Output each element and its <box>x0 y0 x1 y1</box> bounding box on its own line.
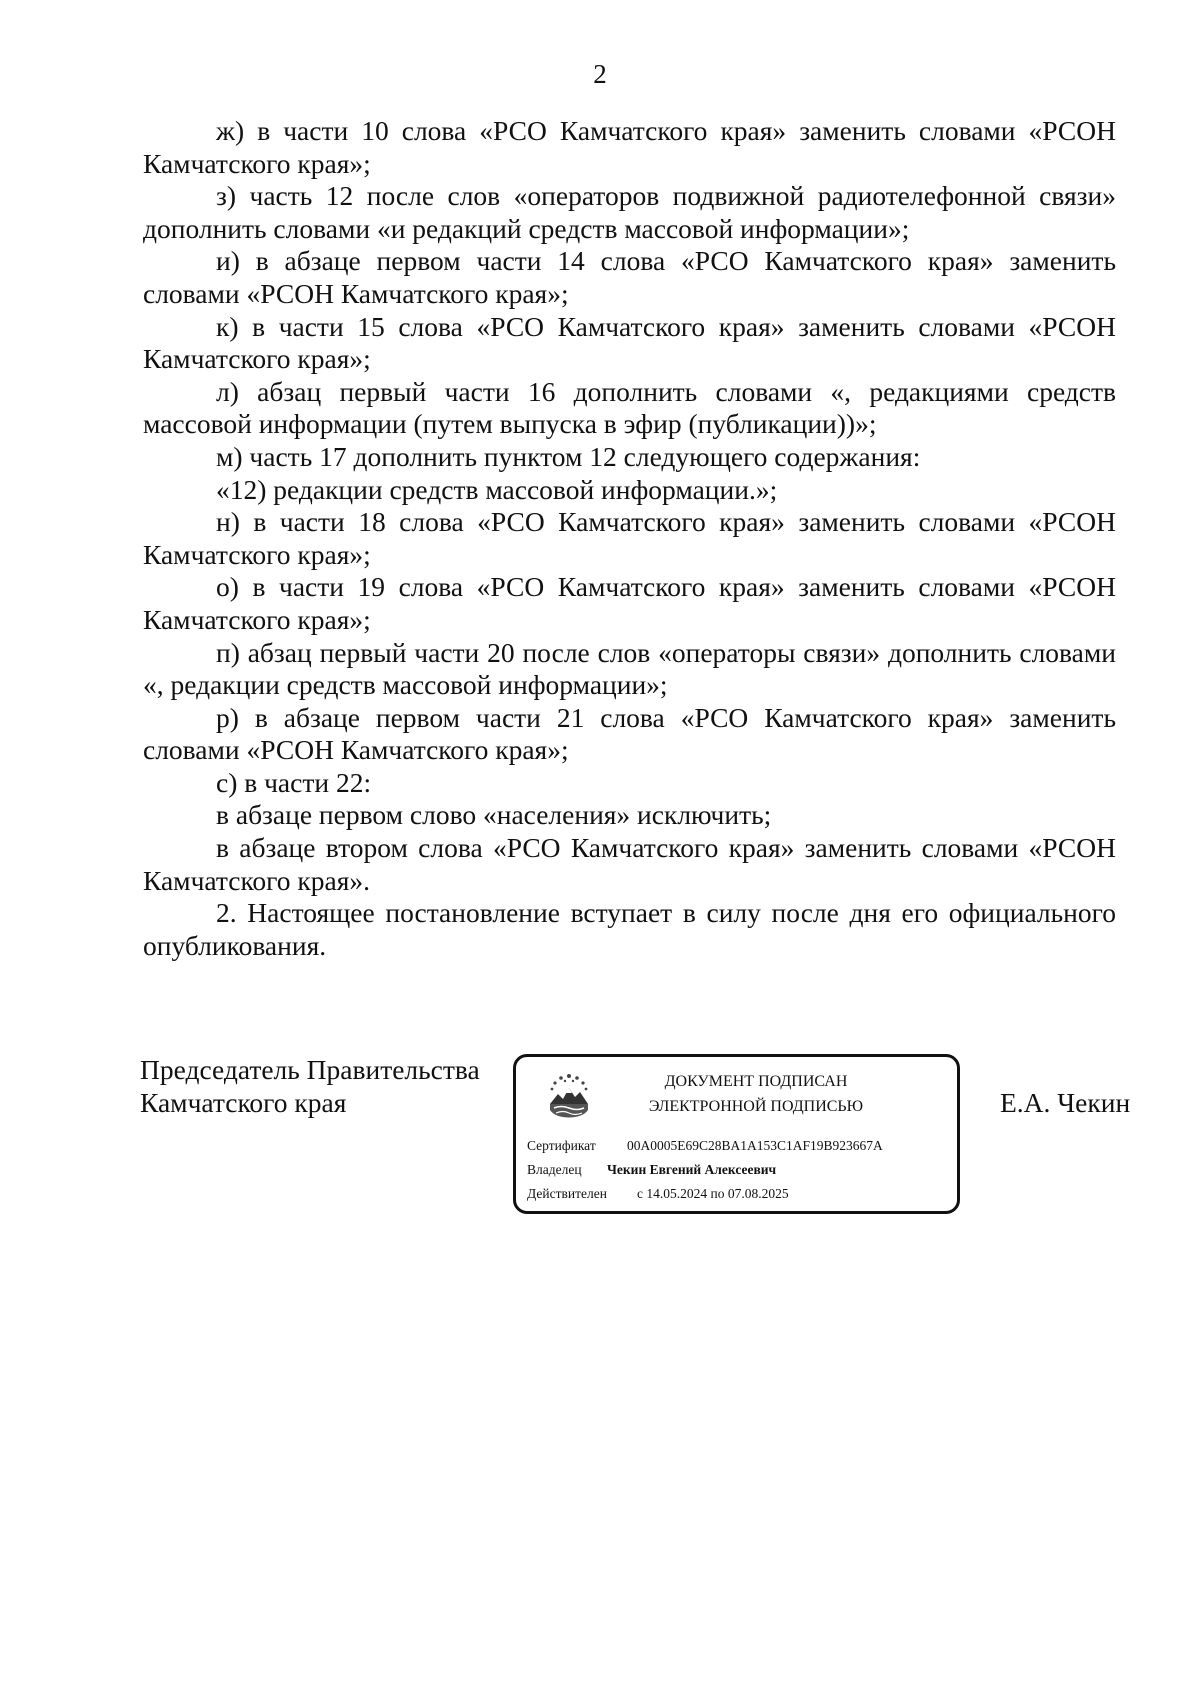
stamp-certificate-row <box>527 1137 883 1155</box>
stamp-heading <box>606 1069 906 1119</box>
paragraph-l: л) абзац первый части 16 дополнить словами «, редакциями средств массовой информации (путем выпуска в эфир (публикации))»; <box>143 375 1116 440</box>
paragraph-k: к) в части 15 слова «РСО Камчатского края» заменить словами «РСОН Камчатского края»; <box>143 310 1116 375</box>
signature-block <box>140 1054 1140 1234</box>
certificate-label: Сертификат <box>527 1138 596 1153</box>
signer-name: Е.А. Чекин <box>1000 1087 1131 1118</box>
valid-value: с 14.05.2024 по 07.08.2025 <box>637 1186 789 1201</box>
valid-label: Действителен <box>527 1186 607 1201</box>
signer-position <box>140 1054 520 1119</box>
owner-value: Чекин Евгений Алексеевич <box>607 1162 777 1177</box>
owner-label: Владелец <box>527 1162 582 1177</box>
paragraph-zh: ж) в части 10 слова «РСО Камчатского края» заменить словами «РСОН Камчатского края»; <box>143 115 1116 179</box>
paragraph-m-quote: «12) редакции средств массовой информации.»; <box>216 473 778 505</box>
electronic-signature-stamp <box>513 1054 960 1214</box>
paragraph-s-first: в абзаце первом слово «населения» исключить; <box>216 799 772 831</box>
paragraph-r: р) в абзаце первом части 21 слова «РСО Камчатского края» заменить словами «РСОН Камчатского края»; <box>143 701 1116 766</box>
signer-position-line2: Камчатского края <box>140 1086 347 1118</box>
signer-position-line1: Председатель Правительства <box>140 1054 480 1085</box>
kamchatka-coat-of-arms-icon <box>542 1070 596 1124</box>
paragraph-o: о) в части 19 слова «РСО Камчатского края» заменить словами «РСОН Камчатского края»; <box>143 571 1116 635</box>
stamp-owner-row <box>527 1161 777 1179</box>
stamp-heading-line1: ДОКУМЕНТ ПОДПИСАН <box>664 1073 848 1090</box>
paragraph-m: м) часть 17 дополнить пунктом 12 следующего содержания: <box>216 440 921 472</box>
certificate-value: 00A0005E69C28BA1A153C1AF19B923667A <box>627 1138 883 1153</box>
document-body <box>143 115 1116 962</box>
paragraph-s: с) в части 22: <box>216 766 372 798</box>
paragraph-z: з) часть 12 после слов «операторов подвижной радиотелефонной связи» дополнить словами «и редакций средств массовой информации»; <box>143 180 1116 244</box>
paragraph-i: и) в абзаце первом части 14 слова «РСО Камчатского края» заменить словами «РСОН Камчатского края»; <box>143 245 1116 309</box>
stamp-heading-line2: ЭЛЕКТРОННОЙ ПОДПИСЬЮ <box>648 1098 864 1115</box>
paragraph-effective-date: 2. Настоящее постановление вступает в силу после дня его официального опубликования. <box>143 897 1116 961</box>
paragraph-n: н) в части 18 слова «РСО Камчатского края» заменить словами «РСОН Камчатского края»; <box>143 506 1116 570</box>
paragraph-s-second: в абзаце втором слова «РСО Камчатского края» заменить словами «РСОН Камчатского края». <box>143 832 1116 896</box>
paragraph-p: п) абзац первый части 20 после слов «операторы связи» дополнить словами «, редакции средств массовой информации»; <box>143 636 1116 701</box>
stamp-validity-row <box>527 1185 789 1203</box>
page-number: 2 <box>593 59 607 89</box>
